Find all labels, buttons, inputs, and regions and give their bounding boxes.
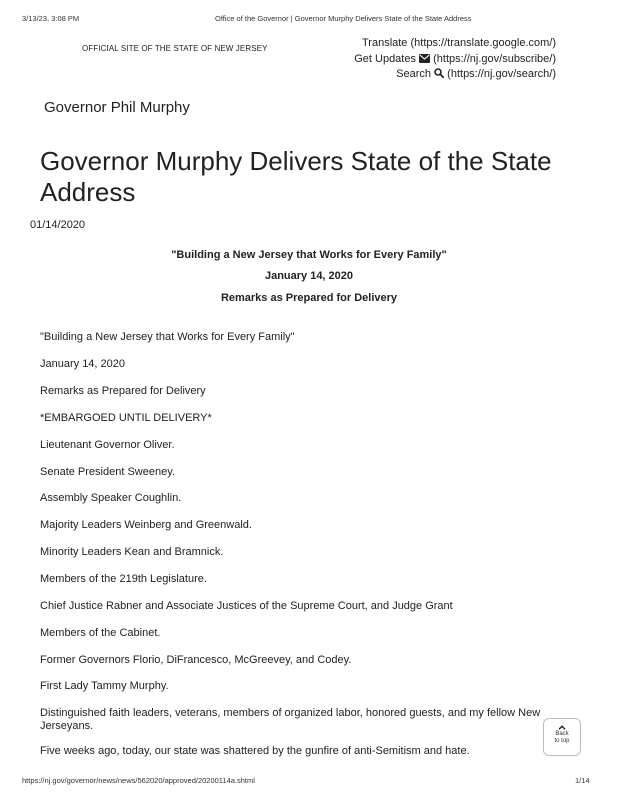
- envelope-icon: [419, 54, 430, 63]
- back-to-top-label: Back: [555, 731, 569, 737]
- get-updates-url: (https://nj.gov/subscribe/): [433, 52, 556, 65]
- paragraph: Majority Leaders Weinberg and Greenwald.: [40, 519, 252, 531]
- paragraph: First Lady Tammy Murphy.: [40, 680, 169, 692]
- search-icon: [434, 68, 444, 78]
- back-to-top-label: to top: [554, 738, 570, 744]
- search-url: (https://nj.gov/search/): [447, 68, 556, 80]
- page-title: Governor Murphy Delivers State of the State Address: [40, 146, 552, 207]
- center-title: "Building a New Jersey that Works for Every Family": [171, 249, 447, 261]
- paragraph: Lieutenant Governor Oliver.: [40, 439, 175, 451]
- center-date: January 14, 2020: [264, 270, 354, 282]
- paragraph: Members of the 219th Legislature.: [40, 573, 207, 585]
- print-datetime: 3/13/23, 3:08 PM: [22, 14, 80, 23]
- paragraph: Distinguished faith leaders, veterans, members of organized labor, honored guests, and my fellow New Jerseyans.: [40, 707, 541, 732]
- print-footer-url: https://nj.gov/governor/news/news/562020/approved/20200114a.shtml: [22, 776, 255, 785]
- translate-link[interactable]: Translate (https://translate.google.com/): [361, 37, 556, 49]
- top-links: [354, 36, 556, 83]
- paragraph: Senate President Sweeney.: [40, 466, 175, 478]
- official-site-label: OFFICIAL SITE OF THE STATE OF NEW JERSEY: [82, 44, 268, 53]
- paragraph: Remarks as Prepared for Delivery: [40, 385, 206, 397]
- paragraph: Chief Justice Rabner and Associate Justices of the Supreme Court, and Judge Grant: [40, 600, 453, 612]
- print-page-number: 1/14: [575, 776, 590, 785]
- back-to-top-button[interactable]: [543, 718, 581, 756]
- governor-name[interactable]: Governor Phil Murphy: [44, 99, 190, 116]
- get-updates-label: Get Updates: [354, 52, 416, 65]
- paragraph: Five weeks ago, today, our state was shattered by the gunfire of anti-Semitism and hate.: [40, 745, 470, 757]
- search-link[interactable]: [354, 67, 556, 83]
- paragraph: Minority Leaders Kean and Bramnick.: [40, 546, 224, 558]
- chevron-up-icon: [558, 725, 566, 730]
- paragraph: "Building a New Jersey that Works for Every Family": [40, 331, 295, 343]
- paragraph: Assembly Speaker Coughlin.: [40, 492, 182, 504]
- search-label: Search: [396, 68, 432, 80]
- center-remarks: Remarks as Prepared for Delivery: [220, 292, 398, 304]
- get-updates-link[interactable]: [354, 52, 556, 68]
- post-date: 01/14/2020: [30, 219, 86, 231]
- paragraph: Former Governors Florio, DiFrancesco, McGreevey, and Codey.: [40, 654, 352, 666]
- paragraph: *EMBARGOED UNTIL DELIVERY*: [40, 412, 212, 424]
- paragraph: Members of the Cabinet.: [40, 627, 161, 639]
- paragraph: January 14, 2020: [40, 358, 126, 370]
- print-page-title: Office of the Governor | Governor Murphy Delivers State of the State Address: [215, 14, 472, 23]
- print-header: [0, 14, 618, 26]
